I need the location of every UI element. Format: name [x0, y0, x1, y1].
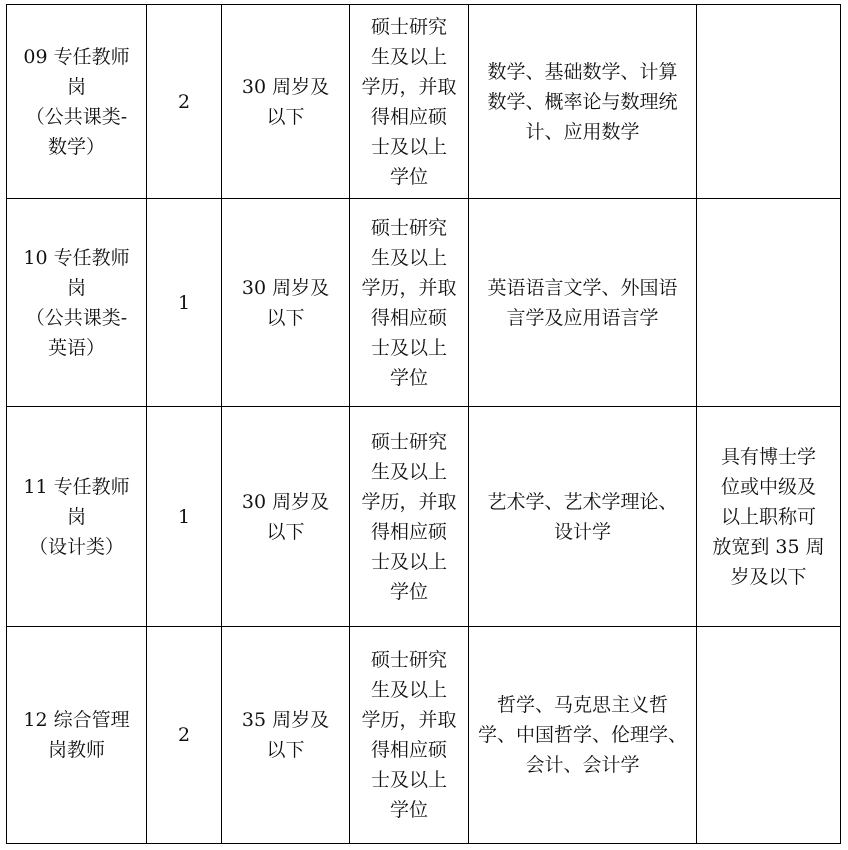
major-cell-line: 英语语言文学、外国语 — [487, 276, 678, 299]
note-cell — [697, 199, 841, 407]
major-cell-line: 数学、概率论与数理统 — [487, 90, 678, 113]
post-cell-line: 10 专任教师 — [23, 246, 130, 269]
education-cell-line: 生及以上 — [370, 45, 447, 68]
headcount-cell-text: 2 — [177, 90, 191, 113]
age-cell — [222, 407, 350, 627]
note-cell-line: 位或中级及 — [720, 475, 816, 498]
education-cell-line: 学位 — [389, 366, 428, 389]
major-cell — [469, 627, 697, 844]
note-cell — [697, 5, 841, 199]
age-cell-line: 30 周岁及 — [241, 75, 330, 98]
post-cell-line: （公共课类- — [25, 306, 128, 329]
education-cell — [350, 627, 469, 844]
note-cell — [697, 407, 841, 627]
major-cell-line: 学、中国哲学、伦理学、 — [477, 724, 687, 746]
age-cell-line: 30 周岁及 — [241, 490, 330, 513]
post-cell-line: 岗 — [66, 505, 86, 528]
education-cell-line: 生及以上 — [370, 460, 447, 483]
headcount-cell — [147, 199, 222, 407]
education-cell-line: 得相应硕 — [370, 739, 447, 761]
post-cell-line: （设计类） — [28, 535, 124, 558]
post-cell — [7, 199, 147, 407]
education-cell-line: 学位 — [389, 165, 428, 188]
education-cell-line: 硕士研究 — [370, 649, 447, 671]
note-cell — [697, 627, 841, 844]
table-row — [7, 199, 841, 407]
age-cell-line: 以下 — [266, 739, 305, 761]
note-cell-line: 放宽到 35 周 — [712, 535, 825, 558]
table-body — [7, 5, 841, 844]
recruitment-table — [6, 4, 841, 844]
post-cell-line: 12 综合管理 — [23, 709, 130, 731]
headcount-cell-text: 1 — [177, 505, 191, 528]
post-cell-line: 岗教师 — [47, 739, 105, 761]
education-cell-line: 硕士研究 — [370, 216, 447, 239]
post-cell-line: 岗 — [66, 75, 86, 98]
education-cell — [350, 5, 469, 199]
post-cell-line: 09 专任教师 — [23, 45, 130, 68]
age-cell — [222, 627, 350, 844]
major-cell-line: 数学、基础数学、计算 — [487, 60, 678, 83]
major-cell — [469, 407, 697, 627]
age-cell-line: 以下 — [266, 306, 305, 329]
post-cell-line: 岗 — [66, 276, 86, 299]
education-cell-line: 学位 — [389, 799, 428, 821]
major-cell-line: 哲学、马克思主义哲 — [496, 694, 668, 716]
major-cell-line: 会计、会计学 — [525, 754, 640, 776]
note-cell-line: 具有博士学 — [720, 445, 816, 468]
post-cell-line: 英语） — [47, 336, 105, 359]
headcount-cell-text: 1 — [177, 291, 191, 314]
age-cell-line: 以下 — [266, 105, 305, 128]
education-cell-line: 得相应硕 — [370, 520, 447, 543]
major-cell — [469, 5, 697, 199]
education-cell — [350, 199, 469, 407]
table-row — [7, 627, 841, 844]
major-cell-line: 言学及应用语言学 — [506, 306, 659, 329]
age-cell — [222, 199, 350, 407]
post-cell-line: 11 专任教师 — [23, 475, 130, 498]
table-row — [7, 5, 841, 199]
education-cell-line: 得相应硕 — [370, 306, 447, 329]
headcount-cell — [147, 5, 222, 199]
major-cell-line: 计、应用数学 — [525, 120, 640, 143]
age-cell — [222, 5, 350, 199]
education-cell-line: 学历，并取 — [361, 709, 457, 731]
education-cell-line: 生及以上 — [370, 246, 447, 269]
post-cell — [7, 627, 147, 844]
age-cell-line: 30 周岁及 — [241, 276, 330, 299]
education-cell-line: 士及以上 — [370, 336, 447, 359]
major-cell — [469, 199, 697, 407]
education-cell-line: 得相应硕 — [370, 105, 447, 128]
major-cell-line: 艺术学、艺术学理论、 — [487, 490, 678, 513]
education-cell — [350, 407, 469, 627]
education-cell-line: 士及以上 — [370, 550, 447, 573]
note-cell-line: 岁及以下 — [730, 565, 807, 588]
post-cell-line: 数学） — [47, 135, 105, 158]
post-cell — [7, 407, 147, 627]
education-cell-line: 硕士研究 — [370, 15, 447, 38]
education-cell-line: 士及以上 — [370, 769, 447, 791]
major-cell-line: 设计学 — [553, 520, 611, 543]
education-cell-line: 硕士研究 — [370, 430, 447, 453]
headcount-cell — [147, 407, 222, 627]
headcount-cell-text: 2 — [177, 724, 191, 746]
education-cell-line: 士及以上 — [370, 135, 447, 158]
age-cell-line: 以下 — [266, 520, 305, 543]
education-cell-line: 学历，并取 — [361, 276, 457, 299]
education-cell-line: 学历，并取 — [361, 490, 457, 513]
education-cell-line: 学历，并取 — [361, 75, 457, 98]
post-cell — [7, 5, 147, 199]
headcount-cell — [147, 627, 222, 844]
note-cell-line: 以上职称可 — [720, 505, 816, 528]
table-row — [7, 407, 841, 627]
age-cell-line: 35 周岁及 — [241, 709, 330, 731]
education-cell-line: 生及以上 — [370, 679, 447, 701]
education-cell-line: 学位 — [389, 580, 428, 603]
post-cell-line: （公共课类- — [25, 105, 128, 128]
